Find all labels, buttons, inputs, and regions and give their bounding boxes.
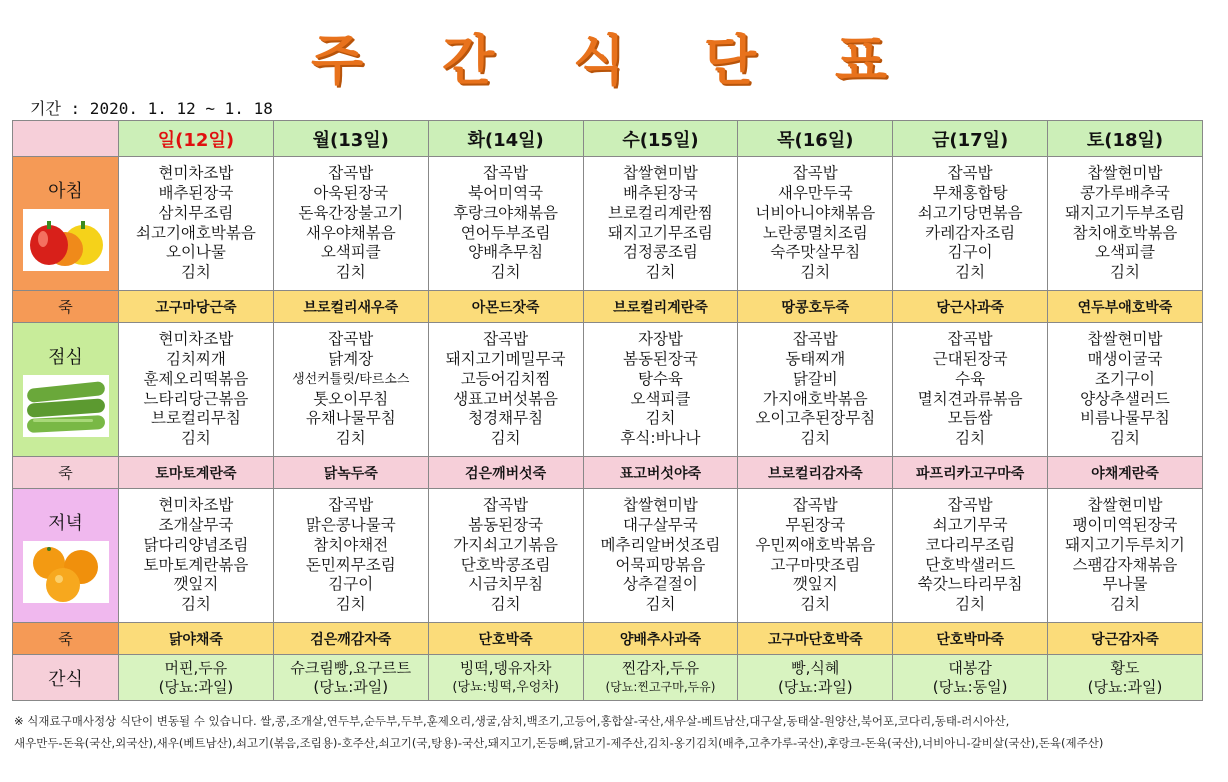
dinner-label: 저녁 <box>48 512 83 534</box>
menu-item: 김치 <box>490 429 521 448</box>
menu-item: 브로컬리무침 <box>151 409 241 428</box>
menu-item: 김치 <box>180 263 211 282</box>
menu-item: 검정콩조림 <box>623 243 698 262</box>
menu-item: 오색피클 <box>1095 243 1155 262</box>
day-header-sat: 토(18일) <box>1048 121 1203 157</box>
porridge-label: 죽 <box>13 457 119 489</box>
lunch-cell-wed <box>583 323 738 457</box>
snack-diabetic-note: (당뇨:과일) <box>158 677 234 696</box>
menu-item: 새우야채볶음 <box>305 223 396 242</box>
menu-item: 쑥갓느타리무침 <box>917 575 1023 594</box>
menu-item: 모듬쌈 <box>947 409 993 428</box>
menu-item: 깻잎지 <box>792 575 838 594</box>
lunch-cell-tue <box>428 323 583 457</box>
menu-item: 훈제오리떡볶음 <box>143 369 249 388</box>
day-header-mon: 월(13일) <box>273 121 428 157</box>
lunch-label: 점심 <box>48 346 83 368</box>
breakfast-cell-fri <box>893 157 1048 291</box>
porridge-cell: 검은깨감자죽 <box>273 623 428 655</box>
menu-item: 김치 <box>180 595 211 614</box>
menu-item: 김치 <box>490 595 521 614</box>
menu-item: 쇠고기당면볶음 <box>917 203 1023 222</box>
menu-item: 김치 <box>800 263 831 282</box>
menu-item: 메추리알버섯조림 <box>600 535 721 554</box>
menu-item: 고구마맛조림 <box>770 555 861 574</box>
menu-item: 쇠고기무국 <box>932 515 1008 534</box>
menu-item: 닭계장 <box>328 349 374 368</box>
snack-item: 찐감자,두유 <box>621 658 700 677</box>
menu-item: 깻잎지 <box>173 575 219 594</box>
menu-item: 조개살무국 <box>158 515 234 534</box>
snack-cell-tue <box>428 655 583 701</box>
menu-item: 봄동된장국 <box>623 349 698 368</box>
lunch-cell-thu <box>738 323 893 457</box>
menu-item: 김치찌개 <box>165 349 226 368</box>
menu-item: 잡곡밥 <box>328 164 374 183</box>
menu-item: 돈민찌무조림 <box>305 555 396 574</box>
snack-cell-mon <box>273 655 428 701</box>
menu-item: 시금치무침 <box>468 575 544 594</box>
menu-item: 찹쌀현미밥 <box>1087 496 1163 515</box>
porridge-cell: 브로컬리감자죽 <box>738 457 893 489</box>
menu-item: 김치 <box>1110 263 1140 282</box>
menu-item: 무채홍합탕 <box>932 183 1008 202</box>
menu-item: 김치 <box>490 263 521 282</box>
snack-item: 황도 <box>1110 658 1140 677</box>
menu-item: 쇠고기애호박볶음 <box>136 223 256 242</box>
porridge-cell: 당근사과죽 <box>893 291 1048 323</box>
menu-item: 후랑크야채볶음 <box>453 203 559 222</box>
day-header-row <box>13 121 1203 157</box>
menu-item: 돈육간장불고기 <box>298 203 404 222</box>
menu-item: 새우만두국 <box>777 183 853 202</box>
lunch-cell-fri <box>893 323 1048 457</box>
snack-diabetic-note: (당뇨:과일) <box>1087 677 1163 696</box>
menu-item: 잡곡밥 <box>483 330 529 349</box>
menu-item: 생표고버섯볶음 <box>453 389 559 408</box>
breakfast-cell-thu <box>738 157 893 291</box>
menu-item: 카레감자조림 <box>925 223 1016 242</box>
menu-item: 무나물 <box>1102 575 1148 594</box>
breakfast-cell-wed <box>583 157 738 291</box>
menu-item: 느타리당근볶음 <box>143 389 249 408</box>
menu-item: 김치 <box>955 429 986 448</box>
snack-row <box>13 655 1203 701</box>
snack-item: 빙떡,뎅유자차 <box>459 658 552 677</box>
lunch-cell-sun <box>119 323 274 457</box>
menu-item: 매생이굴국 <box>1087 349 1163 368</box>
menu-item: 생선커틀릿/타르소스 <box>292 371 410 387</box>
snack-cell-fri <box>893 655 1048 701</box>
menu-item: 고등어김치찜 <box>460 369 551 388</box>
menu-item: 잡곡밥 <box>792 496 838 515</box>
day-header-sun: 일(12일) <box>119 121 274 157</box>
menu-item: 잡곡밥 <box>947 330 993 349</box>
menu-item: 김치 <box>335 595 366 614</box>
menu-item: 김치 <box>645 409 676 428</box>
menu-item: 탕수육 <box>637 369 683 388</box>
footnote-line: 새우만두-돈육(국산,외국산),새우(베트남산),쇠고기(볶음,조림용)-호주산,쇠고기(국,탕용)-국산,돼지고기,돈등뼈,닭고기-제주산,김치-옹기김치(배추,고추가루-국산),후랑크-돈육(국산),너비아니-갈비살(국산),돈육(제주산) <box>14 736 1104 750</box>
menu-item: 단호박샐러드 <box>925 555 1016 574</box>
porridge-label: 죽 <box>13 291 119 323</box>
menu-item: 숙주맛살무침 <box>770 243 861 262</box>
snack-item: 대봉감 <box>948 658 992 677</box>
menu-item: 닭갈비 <box>792 369 838 388</box>
menu-item: 잡곡밥 <box>792 330 838 349</box>
menu-item: 김구이 <box>947 243 993 262</box>
menu-item: 자장밥 <box>637 330 683 349</box>
porridge-cell: 파프리카고구마죽 <box>893 457 1048 489</box>
menu-item: 김치 <box>645 263 676 282</box>
snack-cell-wed <box>583 655 738 701</box>
porridge-cell: 연두부애호박죽 <box>1048 291 1203 323</box>
menu-item: 김치 <box>800 429 831 448</box>
menu-item: 김치 <box>180 429 211 448</box>
menu-item: 대구살무국 <box>623 515 698 534</box>
breakfast-cell-sat <box>1048 157 1203 291</box>
dinner-cell-sat <box>1048 489 1203 623</box>
menu-item: 멸치견과류볶음 <box>917 389 1023 408</box>
menu-item: 봄동된장국 <box>468 515 544 534</box>
corner-cell <box>13 121 119 157</box>
origin-footnote <box>14 710 1214 754</box>
porridge-row-lunch <box>13 457 1203 489</box>
menu-item: 코다리무조림 <box>925 535 1016 554</box>
menu-item: 참치야채전 <box>313 535 389 554</box>
dinner-cell-mon <box>273 489 428 623</box>
menu-item: 김치 <box>955 263 986 282</box>
porridge-cell: 단호박죽 <box>428 623 583 655</box>
menu-item: 동태찌개 <box>785 349 846 368</box>
day-header-tue: 화(14일) <box>428 121 583 157</box>
menu-item: 현미차조밥 <box>158 164 234 183</box>
porridge-row-dinner <box>13 623 1203 655</box>
menu-item: 배추된장국 <box>158 183 234 202</box>
menu-item: 상추겉절이 <box>623 575 698 594</box>
menu-item: 오이고추된장무침 <box>755 409 876 428</box>
menu-item: 가지쇠고기볶음 <box>453 535 559 554</box>
menu-item: 닭다리양념조림 <box>143 535 249 554</box>
cucumber-icon <box>23 375 109 437</box>
snack-item: 슈크림빵,요구르트 <box>290 658 412 677</box>
porridge-cell: 단호박마죽 <box>893 623 1048 655</box>
snack-diabetic-note: (당뇨:과일) <box>777 677 853 696</box>
porridge-row-morning <box>13 291 1203 323</box>
menu-item: 연어두부조림 <box>460 223 551 242</box>
menu-item: 청경채무침 <box>468 409 544 428</box>
menu-item: 잡곡밥 <box>483 496 529 515</box>
weekly-menu-table <box>12 120 1203 701</box>
menu-item: 찹쌀현미밥 <box>1087 330 1163 349</box>
menu-item: 김치 <box>1110 429 1140 448</box>
menu-item: 맑은콩나물국 <box>305 515 396 534</box>
dinner-row <box>13 489 1203 623</box>
dinner-cell-sun <box>119 489 274 623</box>
menu-item: 북어미역국 <box>468 183 544 202</box>
menu-item: 돼지고기메밀무국 <box>445 349 566 368</box>
menu-item: 김치 <box>955 595 986 614</box>
menu-item: 돼지고기무조림 <box>608 223 713 242</box>
menu-item: 콩가루배추국 <box>1080 183 1170 202</box>
menu-item: 가지애호박볶음 <box>762 389 868 408</box>
menu-item: 김치 <box>800 595 831 614</box>
porridge-label: 죽 <box>13 623 119 655</box>
dinner-cell-thu <box>738 489 893 623</box>
menu-item: 잡곡밥 <box>947 496 993 515</box>
menu-item: 김치 <box>1110 595 1140 614</box>
menu-period: 기간 : 2020. 1. 12 ~ 1. 18 <box>30 99 273 118</box>
menu-item: 무된장국 <box>785 515 846 534</box>
menu-item: 잡곡밥 <box>792 164 838 183</box>
menu-item: 아욱된장국 <box>313 183 389 202</box>
menu-item: 팽이미역된장국 <box>1072 515 1178 534</box>
dinner-cell-tue <box>428 489 583 623</box>
lunch-row <box>13 323 1203 457</box>
menu-item: 배추된장국 <box>623 183 698 202</box>
menu-item: 찹쌀현미밥 <box>1087 164 1163 183</box>
menu-item: 김치 <box>335 429 366 448</box>
menu-item: 토마토계란볶음 <box>143 555 249 574</box>
breakfast-label: 아침 <box>48 180 83 202</box>
menu-item: 스팸감자채볶음 <box>1072 555 1178 574</box>
menu-item: 어묵피망볶음 <box>615 555 706 574</box>
snack-item: 빵,식혜 <box>791 658 840 677</box>
menu-item: 김치 <box>335 263 366 282</box>
breakfast-cell-mon <box>273 157 428 291</box>
snack-diabetic-note: (당뇨:과일) <box>313 677 389 696</box>
menu-item: 수육 <box>955 369 986 388</box>
menu-item: 유채나물무침 <box>305 409 396 428</box>
menu-item: 비름나물무침 <box>1080 409 1170 428</box>
menu-item: 현미차조밥 <box>158 496 234 515</box>
porridge-cell: 당근감자죽 <box>1048 623 1203 655</box>
menu-item: 오색피클 <box>320 243 381 262</box>
snack-cell-sat <box>1048 655 1203 701</box>
snack-cell-sun <box>119 655 274 701</box>
menu-item: 너비아니야채볶음 <box>755 203 876 222</box>
porridge-cell: 아몬드잣죽 <box>428 291 583 323</box>
porridge-cell: 야채계란죽 <box>1048 457 1203 489</box>
bell-pepper-icon <box>23 209 109 271</box>
menu-item: 잡곡밥 <box>947 164 993 183</box>
breakfast-cell-tue <box>428 157 583 291</box>
menu-item: 브로컬리계란찜 <box>608 203 713 222</box>
breakfast-label-cell <box>13 157 119 291</box>
menu-item: 톳오이무침 <box>313 389 389 408</box>
menu-item: 현미차조밥 <box>158 330 234 349</box>
menu-item: 참치애호박볶음 <box>1072 223 1178 242</box>
dinner-cell-wed <box>583 489 738 623</box>
porridge-cell: 닭녹두죽 <box>273 457 428 489</box>
menu-item: 노란콩멸치조림 <box>762 223 868 242</box>
snack-diabetic-note: (당뇨:찐고구마,두유) <box>605 679 716 694</box>
menu-item: 잡곡밥 <box>328 496 374 515</box>
snack-label: 간식 <box>13 655 119 701</box>
menu-item: 양상추샐러드 <box>1080 389 1170 408</box>
snack-diabetic-note: (당뇨:빙떡,우엉차) <box>452 679 559 695</box>
menu-item: 찹쌀현미밥 <box>623 496 698 515</box>
lunch-label-cell <box>13 323 119 457</box>
menu-item: 오이나물 <box>165 243 226 262</box>
menu-item: 잡곡밥 <box>483 164 529 183</box>
day-header-wed: 수(15일) <box>583 121 738 157</box>
porridge-cell: 브로컬리새우죽 <box>273 291 428 323</box>
breakfast-cell-sun <box>119 157 274 291</box>
menu-item: 오색피클 <box>630 389 691 408</box>
lunch-cell-mon <box>273 323 428 457</box>
menu-item: 돼지고기두루치기 <box>1065 535 1185 554</box>
menu-item: 김구이 <box>328 575 374 594</box>
snack-item: 머핀,두유 <box>164 658 228 677</box>
footnote-line: ※ 식재료구매사정상 식단이 변동될 수 있습니다. 쌀,콩,조개살,연두부,순두부,두부,훈제오리,생굴,삼치,백조기,고등어,홍합살-국산,새우살-베트남산,대구살,동태살-원양산,북어포,코다리,동태-러시아산, <box>14 714 1010 728</box>
porridge-cell: 표고버섯야죽 <box>583 457 738 489</box>
tangerine-icon <box>23 541 109 603</box>
porridge-cell: 땅콩호두죽 <box>738 291 893 323</box>
snack-diabetic-note: (당뇨:동일) <box>932 677 1008 696</box>
menu-item: 양배추무침 <box>468 243 544 262</box>
dinner-cell-fri <box>893 489 1048 623</box>
dinner-label-cell <box>13 489 119 623</box>
lunch-cell-sat <box>1048 323 1203 457</box>
porridge-cell: 양배추사과죽 <box>583 623 738 655</box>
porridge-cell: 고구마당근죽 <box>119 291 274 323</box>
menu-item: 우민찌애호박볶음 <box>755 535 876 554</box>
porridge-cell: 토마토계란죽 <box>119 457 274 489</box>
porridge-cell: 고구마단호박죽 <box>738 623 893 655</box>
porridge-cell: 닭야채죽 <box>119 623 274 655</box>
snack-cell-thu <box>738 655 893 701</box>
menu-item: 후식:바나나 <box>620 429 701 448</box>
menu-item: 돼지고기두부조림 <box>1065 203 1185 222</box>
porridge-cell: 검은깨버섯죽 <box>428 457 583 489</box>
menu-item: 단호박콩조림 <box>460 555 551 574</box>
menu-item: 잡곡밥 <box>328 330 374 349</box>
porridge-cell: 브로컬리계란죽 <box>583 291 738 323</box>
menu-item: 김치 <box>645 595 676 614</box>
menu-item: 찹쌀현미밥 <box>623 164 698 183</box>
menu-item: 조기구이 <box>1095 369 1155 388</box>
day-header-fri: 금(17일) <box>893 121 1048 157</box>
page-title: 주 간 식 단 표 <box>310 29 918 92</box>
menu-item: 삼치무조림 <box>158 203 234 222</box>
breakfast-row <box>13 157 1203 291</box>
menu-item: 근대된장국 <box>932 349 1008 368</box>
day-header-thu: 목(16일) <box>738 121 893 157</box>
